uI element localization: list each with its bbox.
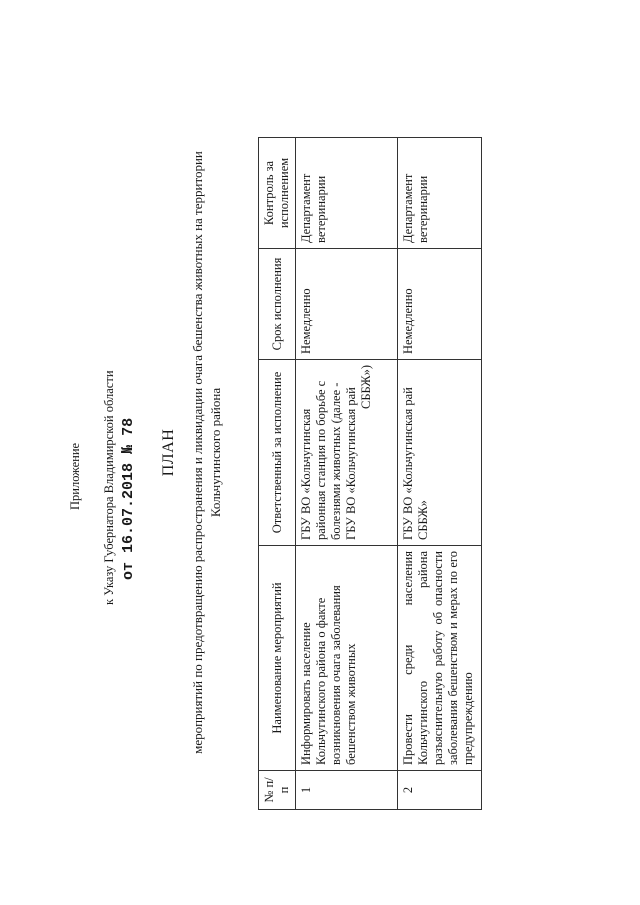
table-row [296,138,398,810]
header-responsible: Ответственный за исполнение [259,360,296,546]
row-responsible-main: ГБУ ВО «Кольчугинская рай СББЖ» [401,387,430,540]
row-responsible-main: ГБУ ВО «Кольчугинская районная станция по борьбе с болезнями животных (далее - ГБУ ВО «Кольчугинская рай [299,380,358,540]
row-num: 2 [398,771,482,810]
number-sign: № [118,444,136,454]
row-name: Информировать население Кольчугинского района о факте возникновения очага заболевания бешенством животных [296,546,398,771]
row-term: Немедленно [398,249,482,360]
page-subtitle: мероприятий по предотвращению распространения и ликвидации очага бешенства животных на территории [190,151,205,754]
table-header-row [259,138,296,810]
row-control: Департамент ветеринарии [296,138,398,249]
header-term: Срок исполнения [259,249,296,360]
appendix-label: Приложение [68,442,82,510]
decree-reference: к Указу Губернатора Владимирской области [102,370,116,605]
row-name: Провести среди населения Кольчугинского района разъяснительную работу об опасности заболевания бешенством и мерах по его предупреждению [398,546,482,771]
header-num: № п/п [259,771,296,810]
row-num: 1 [296,771,398,810]
decree-number: 78 [120,417,137,436]
plan-table [258,137,482,810]
row-term: Немедленно [296,249,398,360]
row-responsible-tail: СББЖ») [359,365,373,409]
header-control: Контроль за исполнением [259,138,296,249]
table-row [398,138,482,810]
header-name: Наименование мероприятий [259,546,296,771]
row-control: Департамент ветеринарии [398,138,482,249]
decree-date: 16.07.2018 [120,462,137,553]
row-responsible [296,360,398,546]
decree-date-line [118,418,137,580]
page-title: ПЛАН [160,428,177,477]
row-responsible [398,360,482,546]
page-subtitle-district: Кольчугинского района [208,387,223,518]
date-prefix: от [120,561,137,580]
